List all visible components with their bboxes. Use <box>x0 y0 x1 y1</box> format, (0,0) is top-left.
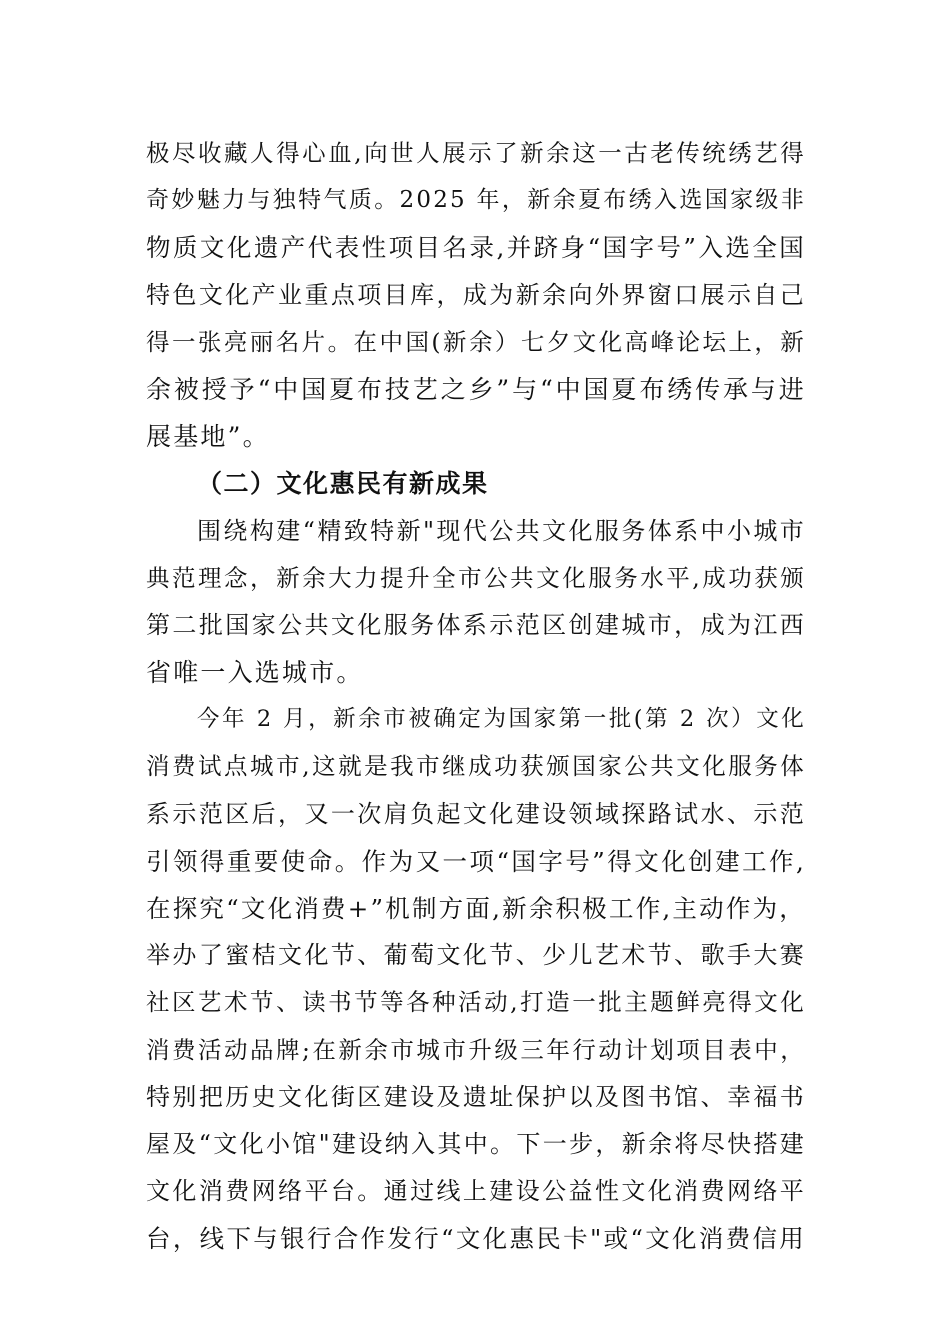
text-line: 台，线下与银行合作发行“文化惠民卡"或“文化消费信用 <box>146 1224 806 1254</box>
text-line: 系示范区后，又一次肩负起文化建设领域探路试水、示范 <box>146 799 806 828</box>
text-line: 典范理念，新余大力提升全市公共文化服务水平,成功获颁 <box>146 563 806 592</box>
text-line: 极尽收藏人得心血,向世人展示了新余这一古老传统绣艺得 <box>146 139 806 167</box>
text-line: 消费活动品牌;在新余市城市升级三年行动计划项目表中， <box>146 1035 806 1064</box>
text-line: 省唯一入选城市。 <box>146 658 364 688</box>
text-line: 展基地”。 <box>146 422 270 452</box>
text-line: 在探究“文化消费+”机制方面,新余积极工作,主动作为， <box>146 894 806 923</box>
text-line: 得一张亮丽名片。在中国(新余）七夕文化高峰论坛上，新 <box>146 327 806 356</box>
text-line: 物质文化遗产代表性项目名录,并跻身“国字号”入选全国 <box>146 233 806 263</box>
text-line: 举办了蜜桔文化节、葡萄文化节、少儿艺术节、歌手大赛 <box>146 941 806 970</box>
text-line: 引领得重要使命。作为又一项“国字号”得文化创建工作, <box>146 846 806 876</box>
text-line: 特别把历史文化街区建设及遗址保护以及图书馆、幸福书 <box>146 1082 806 1111</box>
body-text <box>146 130 806 1263</box>
text-line: 社区艺术节、读书节等各种活动,打造一批主题鲜亮得文化 <box>146 988 806 1017</box>
section-heading: （二）文化惠民有新成果 <box>197 469 489 499</box>
text-line: 围绕构建“精致特新"现代公共文化服务体系中小城市 <box>197 516 806 545</box>
text-line: 今年 2 月，新余市被确定为国家第一批(第 2 次）文化 <box>197 706 806 733</box>
text-line: 奇妙魅力与独特气质。2025 年，新余夏布绣入选国家级非 <box>146 187 806 214</box>
text-line: 文化消费网络平台。通过线上建设公益性文化消费网络平 <box>146 1177 806 1206</box>
text-line: 特色文化产业重点项目库，成为新余向外界窗口展示自己 <box>146 280 806 309</box>
text-line: 屋及“文化小馆"建设纳入其中。下一步，新余将尽快搭建 <box>146 1129 806 1158</box>
text-line: 消费试点城市,这就是我市继成功获颁国家公共文化服务体 <box>146 752 806 781</box>
text-line: 第二批国家公共文化服务体系示范区创建城市，成为江西 <box>146 610 806 639</box>
text-line: 余被授予“中国夏布技艺之乡”与“中国夏布绣传承与进 <box>146 374 806 404</box>
